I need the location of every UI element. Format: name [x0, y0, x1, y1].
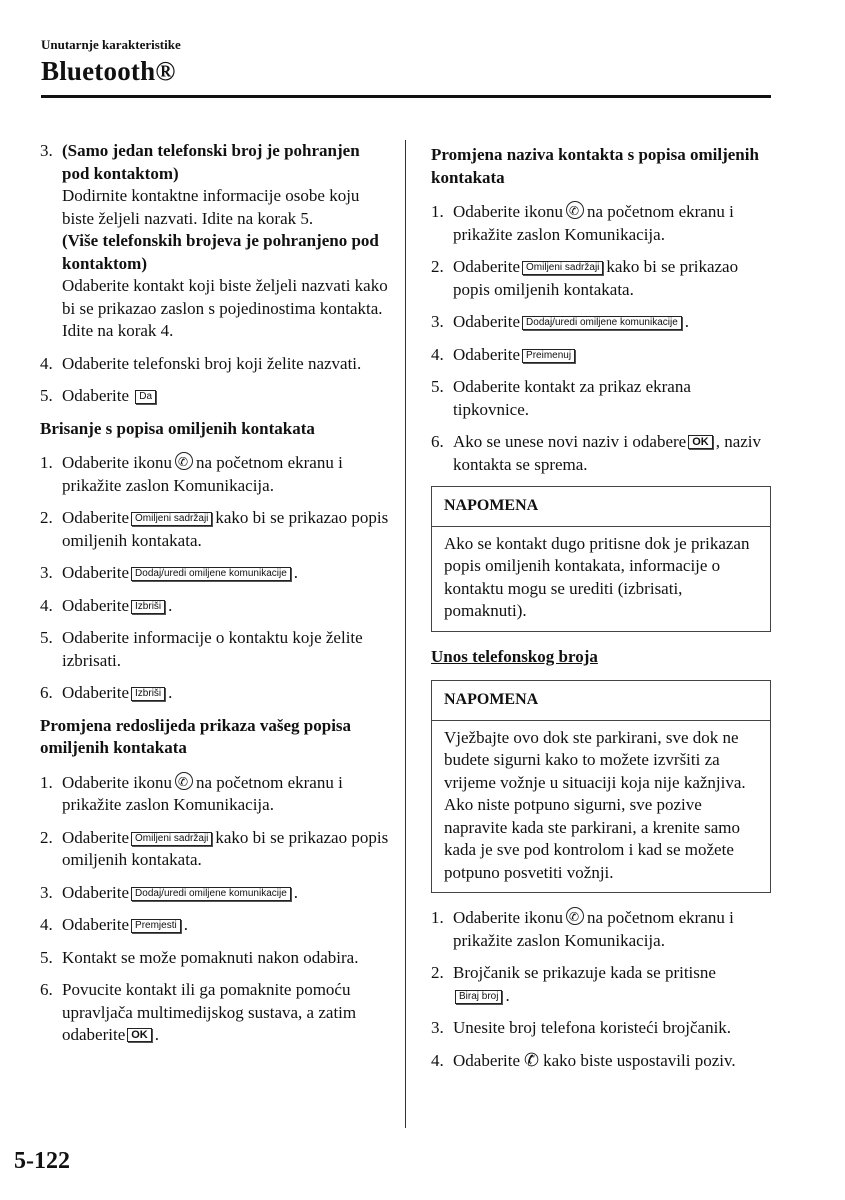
step-condition: (Samo jedan telefonski broj je pohranjen pod kontaktom): [62, 141, 360, 183]
favorites-button-label: Omiljeni sadržaji: [131, 832, 212, 846]
ok-button-label: OK: [127, 1028, 152, 1042]
step-number: 5.: [431, 377, 444, 396]
step-number: 6.: [431, 432, 444, 451]
list-item: [40, 385, 390, 408]
note-body: Vježbajte ovo dok ste parkirani, sve dok ne budete sigurni kako to možete izvršiti za vrijeme vožnje u situaciji koja nije kažnjiva. Ako niste potpuno sigurni, sve pozive napravite kada ste parkirani, a krenite samo kada je sve pod kontrolom i kad se možete potpuno posvetiti vožnji.: [444, 727, 746, 882]
step-number: 3.: [431, 312, 444, 331]
list-item: [40, 772, 390, 817]
ok-button-label: OK: [688, 435, 713, 449]
step-number: 4.: [40, 595, 53, 615]
step-number: 5.: [40, 628, 53, 647]
edit-favorites-button-label: Dodaj/uredi omiljene komunikacije: [522, 316, 682, 330]
step-text: Odaberite: [62, 915, 130, 934]
step-text: , naziv kontakta se sprema.: [453, 432, 762, 474]
rename-favorite-heading: Promjena naziva kontakta s popisa omiljenih kontakata: [431, 145, 759, 187]
left-column: [40, 140, 390, 1057]
step-text: Odaberite kontakt za prikaz ekrana tipkovnice.: [453, 377, 691, 419]
list-item: [431, 962, 771, 1007]
step-text: Odaberite: [62, 683, 130, 702]
step-number: 3.: [40, 141, 53, 160]
step-number: 5.: [40, 386, 53, 405]
step-number: 2.: [431, 963, 444, 982]
step-number: 4.: [431, 344, 444, 364]
step-text: Odaberite: [453, 344, 521, 364]
list-item: [40, 140, 390, 343]
note-heading: NAPOMENA: [432, 681, 770, 721]
list-item: [431, 907, 771, 952]
title-rule: [41, 95, 771, 98]
delete-button-label: Izbriši: [131, 600, 165, 614]
step-text: Brojčanik se prikazuje kada se pritisne: [453, 963, 716, 982]
list-item: [40, 562, 390, 585]
step-text: Ako se unese novi naziv i odabere: [453, 432, 687, 451]
step-text: .: [505, 985, 510, 1005]
step-number: 2.: [40, 508, 53, 527]
step-number: 3.: [40, 563, 53, 582]
step-text: Odaberite: [62, 882, 130, 902]
list-item: [431, 431, 771, 476]
list-item: [40, 353, 390, 376]
da-button-label: Da: [135, 390, 156, 404]
phone-icon: [566, 201, 584, 219]
step-text: Odaberite: [453, 312, 521, 331]
list-item: [40, 595, 390, 618]
rename-button-label: Preimenuj: [522, 349, 575, 363]
step-text: Odaberite ikonu: [453, 202, 563, 221]
step-number: 4.: [40, 915, 53, 934]
list-item: [40, 507, 390, 552]
step-number: 5.: [40, 947, 53, 967]
step-text: Kontakt se može pomaknuti nakon odabira.: [62, 947, 359, 967]
step-text: kako bi se prikazao popis omiljenih kontakata.: [62, 827, 389, 869]
list-item: [431, 344, 771, 367]
step-text: Odaberite telefonski broj koji želite nazvati.: [62, 353, 362, 373]
step-text: Odaberite ikonu: [453, 908, 563, 927]
step-text: .: [293, 563, 299, 582]
list-item: [431, 1017, 771, 1040]
step-number: 2.: [431, 257, 444, 276]
step-number: 4.: [431, 1050, 444, 1070]
delete-favorites-heading: Brisanje s popisa omiljenih kontakata: [40, 418, 315, 438]
step-text: .: [293, 882, 299, 902]
step-text: .: [183, 915, 188, 934]
step-number: 2.: [40, 827, 53, 847]
step-number: 6.: [40, 980, 53, 999]
step-text: .: [168, 683, 173, 702]
step-text: .: [154, 1025, 159, 1044]
page-title: Bluetooth®: [41, 56, 176, 86]
step-text: Odaberite: [62, 827, 130, 847]
list-item: [431, 376, 771, 421]
note-box: [431, 680, 771, 893]
column-divider: [405, 140, 406, 1128]
favorites-button-label: Omiljeni sadržaji: [522, 261, 603, 275]
list-item: [431, 1050, 771, 1073]
note-body: Ako se kontakt dugo pritisne dok je prikazan popis omiljenih kontakata, informacije o kontaktu mogu se urediti (izbrisati, pomaknuti).: [444, 533, 750, 620]
list-item: [40, 914, 390, 937]
step-text: Odaberite: [62, 563, 130, 582]
step-text: na početnom ekranu i prikažite zaslon Komunikacija.: [62, 453, 343, 495]
step-condition: (Više telefonskih brojeva je pohranjeno pod kontaktom): [62, 231, 379, 273]
step-text: .: [684, 312, 690, 331]
step-number: 1.: [431, 202, 444, 221]
step-number: 1.: [431, 908, 444, 927]
step-text: kako bi se prikazao popis omiljenih kontakata.: [62, 508, 389, 550]
list-item: [431, 256, 771, 301]
step-number: 4.: [40, 353, 53, 373]
step-number: 1.: [40, 772, 53, 792]
phone-icon: [175, 452, 193, 470]
list-item: [40, 882, 390, 905]
step-text: na početnom ekranu i prikažite zaslon Komunikacija.: [453, 908, 734, 950]
step-text: kako bi se prikazao popis omiljenih kontakata.: [453, 257, 739, 299]
list-item: [40, 827, 390, 872]
step-text: Odaberite informacije o kontaktu koje želite izbrisati.: [62, 628, 363, 670]
step-text: kako biste uspostavili poziv.: [543, 1050, 736, 1070]
edit-favorites-button-label: Dodaj/uredi omiljene komunikacije: [131, 567, 291, 581]
step-text: Odaberite ikonu: [62, 453, 172, 472]
step-text: .: [168, 595, 173, 615]
list-item: [431, 201, 771, 246]
note-box: [431, 486, 771, 632]
step-number: 3.: [40, 882, 53, 902]
step-text: Odaberite: [62, 508, 130, 527]
delete-button-label: Izbriši: [131, 687, 165, 701]
step-number: 1.: [40, 453, 53, 472]
list-item: [431, 311, 771, 334]
step-text: Povucite kontakt ili ga pomaknite pomoću upravljača multimedijskog sustava, a zatim odaberite: [62, 980, 357, 1044]
step-text: Odaberite: [62, 595, 130, 615]
page-number: 5-122: [14, 1148, 70, 1174]
phone-number-entry-heading: Unos telefonskog broja: [431, 646, 598, 666]
edit-favorites-button-label: Dodaj/uredi omiljene komunikacije: [131, 887, 291, 901]
right-column: [431, 140, 771, 1082]
favorites-button-label: Omiljeni sadržaji: [131, 512, 212, 526]
reorder-favorites-heading: Promjena redoslijeda prikaza vašeg popisa omiljenih kontakata: [40, 715, 352, 757]
step-text: Odaberite ikonu: [62, 772, 172, 792]
step-text: Odaberite: [453, 257, 521, 276]
step-text: Odaberite: [62, 386, 130, 405]
list-item: [40, 452, 390, 497]
step-text: Dodirnite kontaktne informacije osobe koju biste željeli nazvati. Idite na korak 5.: [62, 186, 360, 228]
list-item: [40, 627, 390, 672]
step-text: Odaberite kontakt koji biste željeli nazvati kako bi se prikazao zaslon s pojedinostima kontakta. Idite na korak 4.: [62, 276, 388, 340]
list-item: [40, 682, 390, 705]
step-text: Odaberite: [453, 1050, 521, 1070]
phone-icon: [175, 772, 193, 790]
note-heading: NAPOMENA: [432, 487, 770, 527]
step-number: 3.: [431, 1018, 444, 1037]
handset-icon: ✆: [524, 1049, 540, 1071]
step-text: Unesite broj telefona koristeći brojčanik.: [453, 1018, 732, 1037]
list-item: [40, 979, 390, 1047]
dial-number-button-label: Biraj broj: [455, 990, 502, 1004]
move-button-label: Premjesti: [131, 919, 181, 933]
list-item: [40, 947, 390, 970]
step-number: 6.: [40, 683, 53, 702]
step-text: na početnom ekranu i prikažite zaslon Komunikacija.: [453, 202, 734, 244]
section-label: Unutarnje karakteristike: [41, 37, 181, 52]
phone-icon: [566, 907, 584, 925]
step-text: na početnom ekranu i prikažite zaslon Komunikacija.: [62, 772, 343, 814]
